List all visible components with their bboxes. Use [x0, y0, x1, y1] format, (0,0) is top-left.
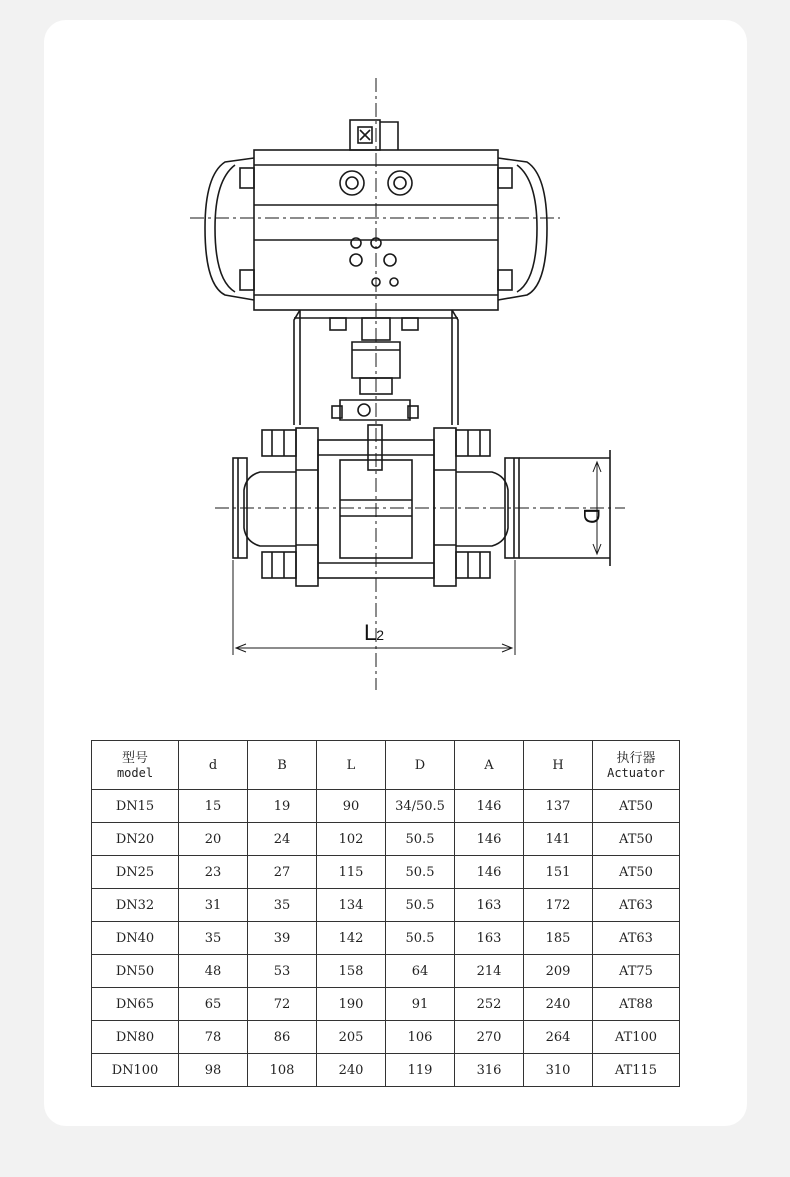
cell-l: 240 — [317, 1054, 386, 1087]
cell-model: DN15 — [92, 790, 179, 823]
cell-l: 115 — [317, 856, 386, 889]
cell-a: 146 — [455, 856, 524, 889]
cell-a: 146 — [455, 790, 524, 823]
cell-d: 78 — [179, 1021, 248, 1054]
dimension-l2-label: L2 — [364, 620, 385, 645]
cell-a: 163 — [455, 922, 524, 955]
table-row — [92, 823, 680, 856]
cell-b: 35 — [248, 889, 317, 922]
cell-d: 23 — [179, 856, 248, 889]
cell-a: 146 — [455, 823, 524, 856]
cell-d: 98 — [179, 1054, 248, 1087]
cell-b: 53 — [248, 955, 317, 988]
cell-l: 142 — [317, 922, 386, 955]
cell-model: DN50 — [92, 955, 179, 988]
cell-l: 190 — [317, 988, 386, 1021]
cell-actuator: AT100 — [593, 1021, 680, 1054]
cell-dd: 64 — [386, 955, 455, 988]
cell-a: 270 — [455, 1021, 524, 1054]
cell-h: 264 — [524, 1021, 593, 1054]
cell-l: 102 — [317, 823, 386, 856]
cell-model: DN32 — [92, 889, 179, 922]
cell-actuator: AT50 — [593, 790, 680, 823]
cell-actuator: AT63 — [593, 889, 680, 922]
cell-actuator: AT50 — [593, 823, 680, 856]
cell-b: 72 — [248, 988, 317, 1021]
valve-body — [233, 428, 610, 586]
cell-d: 15 — [179, 790, 248, 823]
cell-d: 31 — [179, 889, 248, 922]
cell-d: 20 — [179, 823, 248, 856]
cell-model: DN20 — [92, 823, 179, 856]
cell-d: 48 — [179, 955, 248, 988]
cell-actuator: AT115 — [593, 1054, 680, 1087]
cell-a: 316 — [455, 1054, 524, 1087]
cell-a: 214 — [455, 955, 524, 988]
header-l: L — [317, 741, 386, 790]
table-row — [92, 922, 680, 955]
header-a: A — [455, 741, 524, 790]
cell-dd: 50.5 — [386, 856, 455, 889]
table-row — [92, 988, 680, 1021]
cell-model: DN65 — [92, 988, 179, 1021]
table-row — [92, 1021, 680, 1054]
cell-model: DN100 — [92, 1054, 179, 1087]
cell-h: 240 — [524, 988, 593, 1021]
cell-b: 27 — [248, 856, 317, 889]
table-row — [92, 1054, 680, 1087]
cell-b: 108 — [248, 1054, 317, 1087]
header-b: B — [248, 741, 317, 790]
cell-h: 185 — [524, 922, 593, 955]
cell-dd: 106 — [386, 1021, 455, 1054]
table-row — [92, 889, 680, 922]
cell-a: 252 — [455, 988, 524, 1021]
cell-actuator: AT63 — [593, 922, 680, 955]
cell-b: 86 — [248, 1021, 317, 1054]
cell-a: 163 — [455, 889, 524, 922]
cell-dd: 34/50.5 — [386, 790, 455, 823]
cell-h: 310 — [524, 1054, 593, 1087]
cell-h: 141 — [524, 823, 593, 856]
cell-h: 137 — [524, 790, 593, 823]
cell-h: 209 — [524, 955, 593, 988]
header-actuator: 执行器 Actuator — [593, 741, 680, 790]
cell-actuator: AT75 — [593, 955, 680, 988]
header-model: 型号 model — [92, 741, 179, 790]
solenoid-block — [350, 120, 398, 150]
cell-dd: 50.5 — [386, 889, 455, 922]
cell-dd: 119 — [386, 1054, 455, 1087]
dimension-d-label: D — [579, 508, 604, 524]
cell-b: 24 — [248, 823, 317, 856]
cell-actuator: AT50 — [593, 856, 680, 889]
header-h: H — [524, 741, 593, 790]
cell-l: 90 — [317, 790, 386, 823]
cell-l: 158 — [317, 955, 386, 988]
cell-b: 19 — [248, 790, 317, 823]
cell-h: 172 — [524, 889, 593, 922]
table-row — [92, 856, 680, 889]
cell-model: DN80 — [92, 1021, 179, 1054]
cell-d: 35 — [179, 922, 248, 955]
table-row — [92, 790, 680, 823]
dimension-spec-table — [91, 740, 680, 1087]
cell-l: 134 — [317, 889, 386, 922]
table-row — [92, 955, 680, 988]
header-dd: D — [386, 741, 455, 790]
cell-dd: 50.5 — [386, 823, 455, 856]
header-d: d — [179, 741, 248, 790]
cell-dd: 50.5 — [386, 922, 455, 955]
cell-model: DN25 — [92, 856, 179, 889]
cell-l: 205 — [317, 1021, 386, 1054]
cell-d: 65 — [179, 988, 248, 1021]
cell-dd: 91 — [386, 988, 455, 1021]
cell-model: DN40 — [92, 922, 179, 955]
table-header-row — [92, 741, 680, 790]
cell-h: 151 — [524, 856, 593, 889]
cell-b: 39 — [248, 922, 317, 955]
cell-actuator: AT88 — [593, 988, 680, 1021]
